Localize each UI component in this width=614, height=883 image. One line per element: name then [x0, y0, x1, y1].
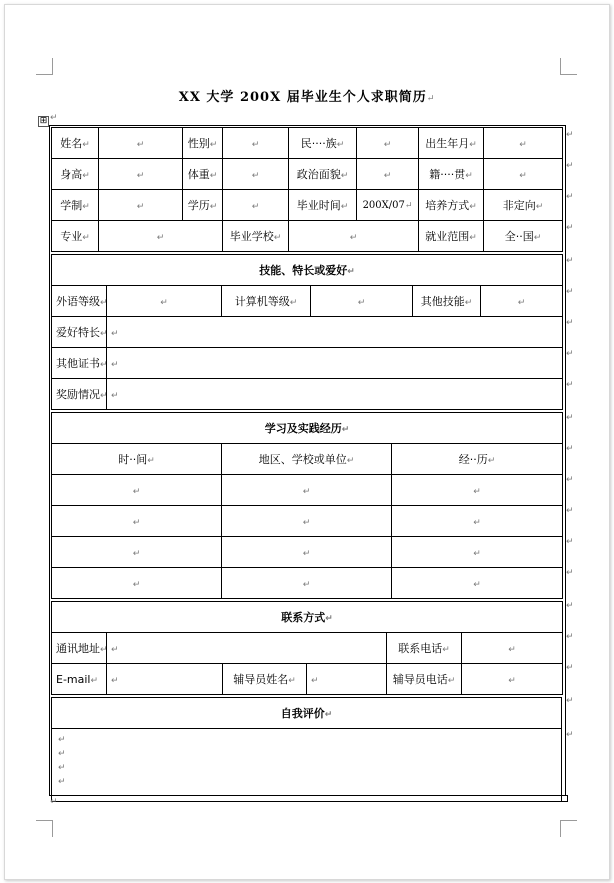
label-other-skills: 其他技能↵: [413, 286, 481, 317]
label-email: E-mail↵: [52, 664, 107, 695]
section-heading-experience: 学习及实践经历↵: [52, 413, 563, 444]
section-heading-contact: 联系方式↵: [52, 602, 563, 633]
label-birth: 出生年月↵: [419, 128, 484, 159]
paragraph-mark: ↵: [58, 749, 66, 759]
label-degree: 学历↵: [183, 190, 223, 221]
row-end-mark: ↵: [566, 256, 574, 266]
row-end-mark: ↵: [566, 413, 574, 423]
experience-cell[interactable]: ↵: [222, 506, 392, 537]
row-end-mark: ↵: [566, 380, 574, 390]
label-awards: 奖励情况↵: [52, 379, 107, 410]
field-birth[interactable]: ↵: [484, 128, 563, 159]
field-email[interactable]: ↵: [107, 664, 223, 695]
label-hobbies: 爱好特长↵: [52, 317, 107, 348]
crop-mark-top-right: [560, 58, 577, 75]
experience-cell[interactable]: ↵: [52, 475, 222, 506]
label-phone: 联系电话↵: [387, 633, 462, 664]
row-end-mark: ↵: [566, 601, 574, 611]
row-end-mark: ↵: [566, 663, 574, 673]
field-other-skills[interactable]: ↵: [481, 286, 563, 317]
column-header-time: 时··间↵: [52, 444, 222, 475]
label-computer: 计算机等级↵: [222, 286, 311, 317]
row-end-mark: ↵: [566, 130, 574, 140]
paragraph-mark: ↵: [58, 777, 66, 787]
label-weight: 体重↵: [183, 159, 223, 190]
basic-info-table: [51, 127, 563, 252]
paragraph-mark: ↵: [58, 763, 66, 773]
field-job-scope[interactable]: 全··国↵: [484, 221, 563, 252]
field-foreign-language[interactable]: ↵: [107, 286, 222, 317]
row-end-mark: ↵: [566, 506, 574, 516]
row-end-mark: ↵: [566, 192, 574, 202]
label-ethnicity: 民····族↵: [289, 128, 357, 159]
label-major: 专业↵: [52, 221, 99, 252]
field-weight[interactable]: ↵: [223, 159, 289, 190]
experience-row: [52, 568, 563, 599]
experience-cell[interactable]: ↵: [392, 537, 563, 568]
label-schooling: 学制↵: [52, 190, 99, 221]
row-end-mark: ↵: [566, 696, 574, 706]
crop-mark-top-left: [36, 58, 53, 75]
label-advisor-name: 辅导员姓名↵: [223, 664, 307, 695]
column-header-place: 地区、学校或单位↵: [222, 444, 392, 475]
experience-row: [52, 475, 563, 506]
field-major[interactable]: ↵: [99, 221, 223, 252]
paragraph-mark: ↵: [50, 797, 58, 807]
field-height[interactable]: ↵: [99, 159, 183, 190]
row-end-mark: ↵: [566, 161, 574, 171]
field-politics[interactable]: ↵: [357, 159, 419, 190]
self-eval-table: [51, 697, 562, 802]
label-address: 通讯地址↵: [52, 633, 107, 664]
paragraph-mark: ↵: [426, 94, 436, 104]
experience-cell[interactable]: ↵: [392, 475, 563, 506]
experience-table: [51, 412, 563, 599]
field-schooling[interactable]: ↵: [99, 190, 183, 221]
experience-cell[interactable]: ↵: [392, 506, 563, 537]
label-politics: 政治面貌↵: [289, 159, 357, 190]
experience-cell[interactable]: ↵: [222, 568, 392, 599]
label-origin: 籍····贯↵: [419, 159, 484, 190]
field-school[interactable]: ↵: [289, 221, 419, 252]
label-gender: 性别↵: [183, 128, 223, 159]
field-origin[interactable]: ↵: [484, 159, 563, 190]
row-end-mark: ↵: [566, 287, 574, 297]
row-end-mark: ↵: [566, 223, 574, 233]
row-end-mark: ↵: [566, 568, 574, 578]
row-end-mark: ↵: [566, 349, 574, 359]
field-self-eval[interactable]: [52, 729, 562, 802]
experience-cell[interactable]: ↵: [52, 506, 222, 537]
label-job-scope: 就业范围↵: [419, 221, 484, 252]
label-certificates: 其他证书↵: [52, 348, 107, 379]
field-training[interactable]: 非定向↵: [484, 190, 563, 221]
section-heading-self-eval: 自我评价↵: [52, 698, 562, 729]
label-height: 身高↵: [52, 159, 99, 190]
paragraph-mark: ↵: [50, 113, 58, 123]
experience-cell[interactable]: ↵: [52, 568, 222, 599]
resume-table: [51, 127, 562, 792]
field-grad-time[interactable]: 200X/07↵: [357, 190, 419, 221]
row-end-mark: ↵: [566, 444, 574, 454]
label-grad-time: 毕业时间↵: [289, 190, 357, 221]
label-school: 毕业学校↵: [223, 221, 289, 252]
row-end-mark: ↵: [566, 318, 574, 328]
table-resize-handle[interactable]: [561, 795, 568, 802]
row-end-mark: ↵: [566, 537, 574, 547]
label-foreign-language: 外语等级↵: [52, 286, 107, 317]
label-name: 姓名↵: [52, 128, 99, 159]
skills-table: [51, 254, 563, 410]
field-name[interactable]: ↵: [99, 128, 183, 159]
experience-cell[interactable]: ↵: [222, 537, 392, 568]
field-phone[interactable]: ↵: [462, 633, 563, 664]
table-move-handle-icon[interactable]: ⊞: [39, 116, 48, 126]
field-address[interactable]: ↵: [107, 633, 387, 664]
field-certificates[interactable]: ↵: [107, 348, 563, 379]
field-awards[interactable]: ↵: [107, 379, 563, 410]
label-training: 培养方式↵: [419, 190, 484, 221]
column-header-experience: 经··历↵: [392, 444, 563, 475]
section-heading-skills: 技能、特长或爱好↵: [52, 255, 563, 286]
document-title: XX 大学 200X 届毕业生个人求职简历↵: [178, 90, 436, 105]
crop-mark-bottom-right: [560, 820, 577, 837]
crop-mark-bottom-left: [36, 820, 53, 837]
field-ethnicity[interactable]: ↵: [357, 128, 419, 159]
field-advisor-name[interactable]: ↵: [307, 664, 387, 695]
field-advisor-phone[interactable]: ↵: [462, 664, 563, 695]
experience-row: [52, 506, 563, 537]
field-computer[interactable]: ↵: [311, 286, 413, 317]
row-end-mark: ↵: [566, 730, 574, 740]
experience-cell[interactable]: ↵: [52, 537, 222, 568]
field-gender[interactable]: ↵: [223, 128, 289, 159]
field-hobbies[interactable]: ↵: [107, 317, 563, 348]
experience-cell[interactable]: ↵: [222, 475, 392, 506]
contact-table: [51, 601, 563, 695]
label-advisor-phone: 辅导员电话↵: [387, 664, 462, 695]
row-end-mark: ↵: [566, 632, 574, 642]
experience-row: [52, 537, 563, 568]
field-degree[interactable]: ↵: [223, 190, 289, 221]
experience-cell[interactable]: ↵: [392, 568, 563, 599]
paragraph-mark: ↵: [58, 735, 66, 745]
row-end-mark: ↵: [566, 475, 574, 485]
